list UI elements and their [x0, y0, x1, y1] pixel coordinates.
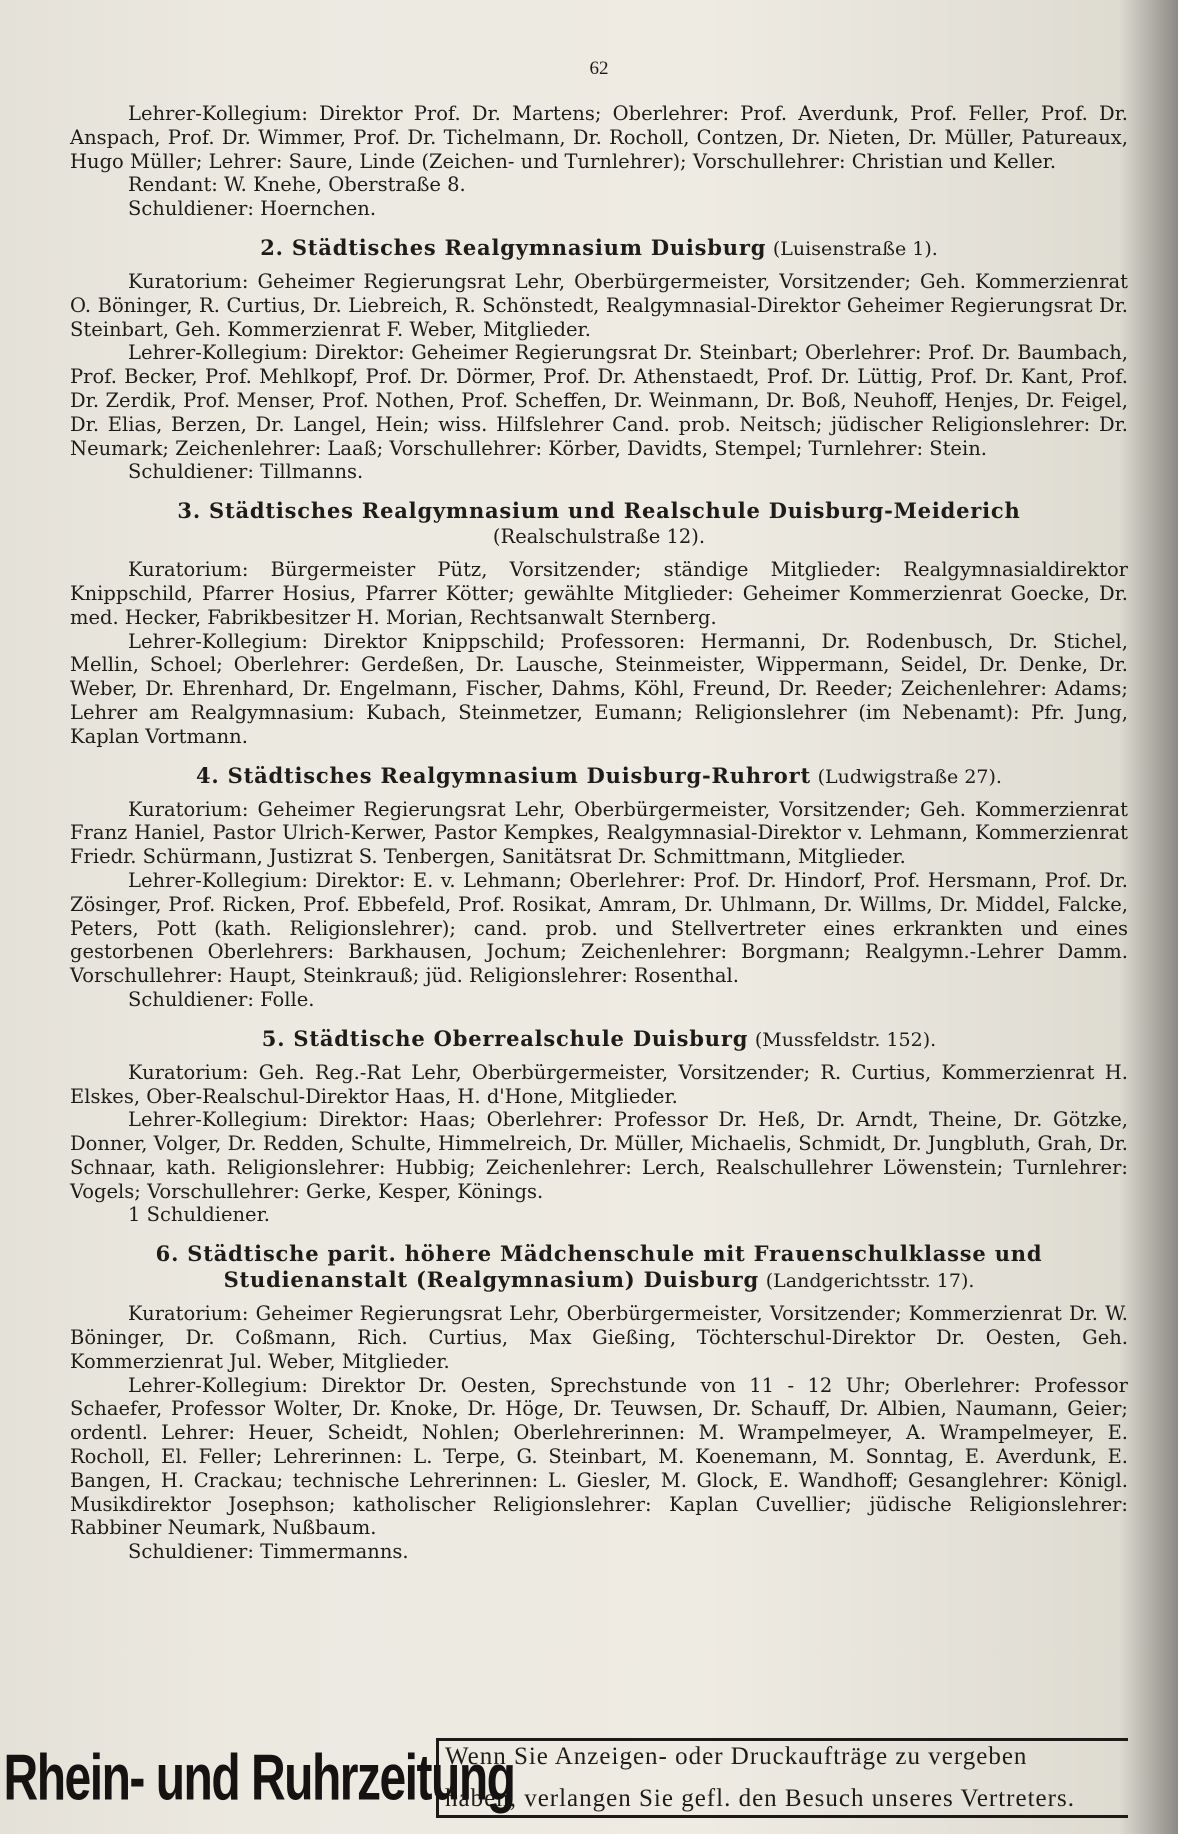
section-2-schuldiener: Schuldiener: Tillmanns.: [128, 460, 364, 484]
section-6-schuldiener: Schuldiener: Timmermanns.: [128, 1540, 409, 1564]
section-4-address: (Ludwigstraße 27).: [817, 765, 1002, 788]
section-5-title: 5. Städtische Oberrealschule Duisburg: [261, 1025, 749, 1051]
intro-schuldiener: Schuldiener: Hoernchen.: [128, 197, 377, 221]
page-number: 62: [589, 58, 609, 79]
section-6-address: (Landgerichtsstr. 17).: [765, 1270, 975, 1293]
ad-line-2: haben, verlangen Sie gefl. den Besuch unseres Vertreters.: [445, 1785, 1075, 1812]
section-2-title: 2. Städtisches Realgymnasium Duisburg: [260, 234, 767, 260]
advertisement: [3, 1738, 1128, 1818]
ad-newspaper-name: Rhein- und Ruhrzeitung: [3, 1742, 515, 1814]
section-6-kollegium: Lehrer-Kollegium: Direktor Dr. Oesten, Sprechstunde von 11 - 12 Uhr; Oberlehrer: Professor Schaefer, Professor Wolter, Dr. Knoke, Dr. Höge, Dr. Teuwsen, Dr. Schauff, Dr. Albien, Naumann, Geier; ordentl. Lehrer: Heuer, Scheidt, Nohlen; Oberlehrerinnen: M. Wrampelmeyer, A. Wrampelmeyer, E. Rocholl, El. Feller; Lehrerinnen: L. Terpe, G. Steinbart, M. Koenemann, M. Sonntag, E. Averdunk, E. Bangen, H. Crackau; technische Lehrerinnen: L. Giesler, M. Glock, E. Wandhoff; Gesanglehrer: Königl. Musikdirektor Josephson; katholischer Religionslehrer: Kaplan Cuvellier; jüdische Religionslehrer: Rabbiner Neumark, Nußbaum.: [70, 1373, 1128, 1540]
section-4-heading: [70, 763, 1128, 790]
section-6-heading: [70, 1241, 1128, 1294]
section-5-heading: [70, 1026, 1128, 1053]
section-2-heading: [70, 235, 1128, 262]
section-5-schuldiener: 1 Schuldiener.: [128, 1203, 270, 1227]
section-3-address: (Realschulstraße 12).: [492, 525, 706, 549]
intro-kollegium: Lehrer-Kollegium: Direktor Prof. Dr. Martens; Oberlehrer: Prof. Averdunk, Prof. Feller, Prof. Dr. Anspach, Prof. Dr. Wimmer, Prof. Dr. Tichelmann, Dr. Rocholl, Contzen, Dr. Nieten, Dr. Müller, Patureaux, Hugo Müller; Lehrer: Saure, Linde (Zeichen- und Turnlehrer); Vorschullehrer: Christian und Keller.: [70, 102, 1128, 173]
section-4-schuldiener: Schuldiener: Folle.: [128, 987, 315, 1011]
section-5-kollegium: Lehrer-Kollegium: Direktor: Haas; Oberlehrer: Professor Dr. Heß, Dr. Arndt, Theine, Dr. Götzke, Donner, Volger, Dr. Redden, Schulte, Himmelreich, Dr. Müller, Michaelis, Schmidt, Dr. Jungbluth, Grah, Dr. Schnaar, kath. Religionslehrer: Hubbig; Zeichenlehrer: Lerch, Realschullehrer Löwenstein; Turnlehrer: Vogels; Vorschullehrer: Gerke, Kesper, Könings.: [70, 1108, 1128, 1203]
section-4-kuratorium: Kuratorium: Geheimer Regierungsrat Lehr, Oberbürgermeister, Vorsitzender; Geh. Kommerzienrat Franz Haniel, Pastor Ulrich-Kerwer, Pastor Kempkes, Realgymnasial-Direktor v. Lehmann, Kommerzienrat Friedr. Schürmann, Justizrat S. Tenbergen, Sanitätsrat Dr. Schmittmann, Mitglieder.: [70, 797, 1128, 869]
section-6-title: 6. Städtische parit. höhere Mädchenschule mit Frauenschulklasse und Studienanstalt (Realgymnasium) Duisburg: [155, 1241, 1043, 1293]
section-2-kollegium: Lehrer-Kollegium: Direktor: Geheimer Regierungsrat Dr. Steinbart; Oberlehrer: Prof. Dr. Baumbach, Prof. Becker, Prof. Mehlkopf, Prof. Dr. Dörmer, Prof. Dr. Athenstaedt, Prof. Dr. Lüttig, Prof. Dr. Kant, Prof. Dr. Zerdik, Prof. Menser, Prof. Nothen, Prof. Scheffen, Dr. Weinmann, Dr. Boß, Neuhoff, Henjes, Dr. Feigel, Dr. Elias, Berzen, Dr. Langel, Hein; wiss. Hilfslehrer Cand. prob. Neitsch; jüdischer Religionslehrer: Dr. Neumark; Zeichenlehrer: Laaß; Vorschullehrer: Körber, Davidts, Stempel; Turnlehrer: Stein.: [70, 341, 1128, 460]
section-6-kuratorium: Kuratorium: Geheimer Regierungsrat Lehr, Oberbürgermeister, Vorsitzender; Kommerzienrat Dr. W. Böninger, Dr. Coßmann, Rich. Curtius, Max Gießing, Töchterschul-Direktor Dr. Oesten, Geh. Kommerzienrat Jul. Weber, Mitglieder.: [70, 1302, 1128, 1373]
section-5-kuratorium: Kuratorium: Geh. Reg.-Rat Lehr, Oberbürgermeister, Vorsitzender; R. Curtius, Kommerzienrat H. Elskes, Ober-Realschul-Direktor Haas, H. d'Hone, Mitglieder.: [70, 1060, 1128, 1108]
section-4-title: 4. Städtisches Realgymnasium Duisburg-Ruhrort: [196, 762, 811, 788]
intro-rendant: Rendant: W. Knehe, Oberstraße 8.: [128, 173, 466, 197]
ad-line-1: Wenn Sie Anzeigen- oder Druckaufträge zu vergeben: [445, 1743, 1028, 1770]
section-3-kuratorium: Kuratorium: Bürgermeister Pütz, Vorsitzender; ständige Mitglieder: Realgymnasialdirektor Knippschild, Pfarrer Hosius, Pfarrer Kötter; gewählte Mitglieder: Geheimer Kommerzienrat Goecke, Dr. med. Hecker, Fabrikbesitzer H. Morian, Rechtsanwalt Sternberg.: [70, 558, 1128, 629]
section-3-title: 3. Städtisches Realgymnasium und Realschule Duisburg-Meiderich: [177, 498, 1021, 524]
section-3-kollegium: Lehrer-Kollegium: Direktor Knippschild; Professoren: Hermanni, Dr. Rodenbusch, Dr. Stichel, Mellin, Schoel; Oberlehrer: Gerdeßen, Dr. Lausche, Steinmeister, Wippermann, Seidel, Dr. Denke, Dr. Weber, Dr. Ehrenhard, Dr. Engelmann, Fischer, Dahms, Köhl, Freund, Dr. Reeder; Zeichenlehrer: Adams; Lehrer am Realgymnasium: Kubach, Steinmetzer, Eumann; Religionslehrer (im Nebenamt): Pfr. Jung, Kaplan Vortmann.: [70, 629, 1128, 748]
section-5-address: (Mussfeldstr. 152).: [754, 1028, 937, 1051]
ad-text-box: [436, 1738, 1128, 1818]
page-content: [70, 58, 1128, 1564]
section-4-kollegium: Lehrer-Kollegium: Direktor: E. v. Lehmann; Oberlehrer: Prof. Dr. Hindorf, Prof. Hersmann, Prof. Dr. Zösinger, Prof. Ricken, Prof. Ebbefeld, Prof. Rosikat, Amram, Dr. Uhlmann, Dr. Willms, Dr. Middel, Falcke, Peters, Pott (kath. Religionslehrer); cand. prob. und Stellvertreter eines erkrankten und eines gestorbenen Oberlehrers: Barkhausen, Jochum; Zeichenlehrer: Borgmann; Realgymn.-Lehrer Damm. Vorschullehrer: Haupt, Steinkrauß; jüd. Religionslehrer: Rosenthal.: [70, 868, 1128, 988]
section-3-heading: [70, 498, 1128, 550]
section-2-address: (Luisenstraße 1).: [772, 237, 938, 260]
section-2-kuratorium: Kuratorium: Geheimer Regierungsrat Lehr, Oberbürgermeister, Vorsitzender; Geh. Kommerzienrat O. Böninger, R. Curtius, Dr. Liebreich, R. Schönstedt, Realgymnasial-Direktor Geheimer Regierungsrat Dr. Steinbart, Geh. Kommerzienrat F. Weber, Mitglieder.: [70, 269, 1128, 341]
